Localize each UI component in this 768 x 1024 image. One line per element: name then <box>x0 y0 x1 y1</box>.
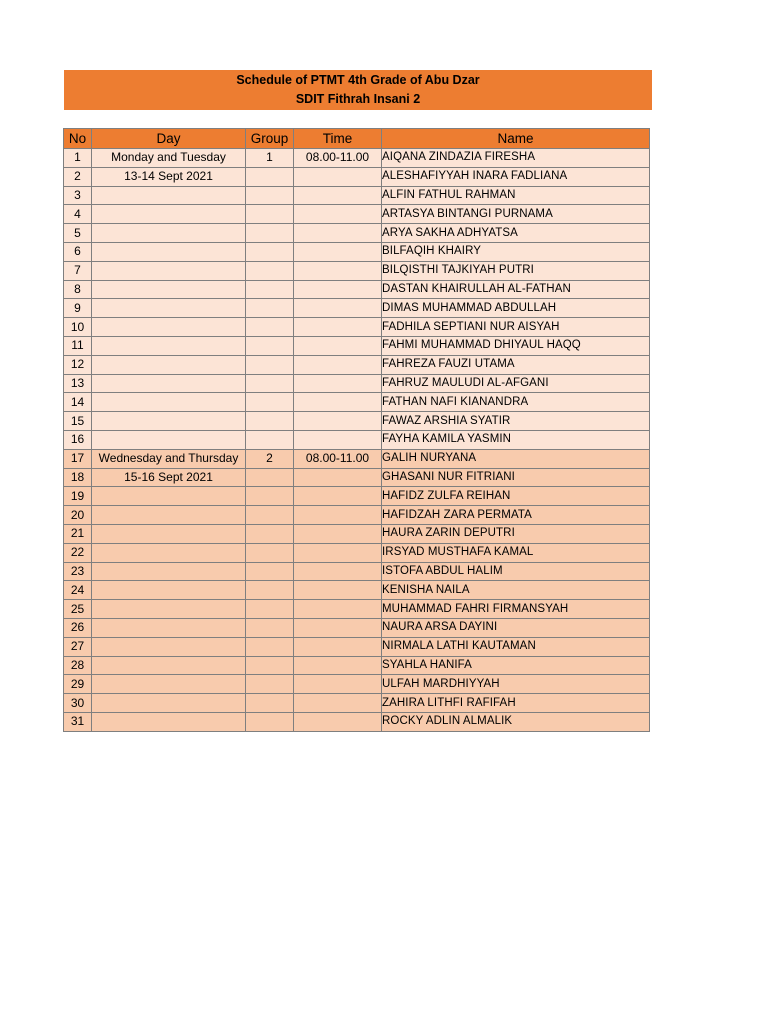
table-row <box>64 242 650 261</box>
table-row <box>64 449 650 468</box>
header-time: Time <box>294 129 382 149</box>
cell-no: 6 <box>64 242 92 261</box>
cell-group: 1 <box>246 149 294 168</box>
table-row <box>64 336 650 355</box>
cell-name: SYAHLA HANIFA <box>382 656 650 675</box>
cell-name: KENISHA NAILA <box>382 581 650 600</box>
cell-group <box>246 280 294 299</box>
cell-group <box>246 506 294 525</box>
cell-no: 15 <box>64 412 92 431</box>
cell-name: GALIH NURYANA <box>382 449 650 468</box>
table-row <box>64 412 650 431</box>
cell-time <box>294 186 382 205</box>
cell-time <box>294 675 382 694</box>
cell-no: 23 <box>64 562 92 581</box>
cell-day <box>92 430 246 449</box>
cell-time <box>294 205 382 224</box>
cell-name: ROCKY ADLIN ALMALIK <box>382 712 650 731</box>
title-line-1: Schedule of PTMT 4th Grade of Abu Dzar <box>236 73 480 87</box>
cell-day <box>92 186 246 205</box>
cell-group <box>246 412 294 431</box>
table-row <box>64 600 650 619</box>
table-row <box>64 581 650 600</box>
cell-group <box>246 675 294 694</box>
cell-name: FAHMI MUHAMMAD DHIYAUL HAQQ <box>382 336 650 355</box>
cell-day <box>92 618 246 637</box>
cell-time <box>294 524 382 543</box>
cell-no: 3 <box>64 186 92 205</box>
cell-name: NIRMALA LATHI KAUTAMAN <box>382 637 650 656</box>
cell-time <box>294 562 382 581</box>
cell-day <box>92 543 246 562</box>
document-title <box>64 70 652 110</box>
cell-day <box>92 261 246 280</box>
cell-time <box>294 280 382 299</box>
cell-no: 31 <box>64 712 92 731</box>
cell-group <box>246 355 294 374</box>
cell-day <box>92 393 246 412</box>
cell-group <box>246 562 294 581</box>
table-row <box>64 694 650 713</box>
cell-no: 12 <box>64 355 92 374</box>
cell-group <box>246 186 294 205</box>
cell-no: 25 <box>64 600 92 619</box>
cell-name: FADHILA SEPTIANI NUR AISYAH <box>382 318 650 337</box>
cell-time <box>294 468 382 487</box>
cell-name: HAFIDZ ZULFA REIHAN <box>382 487 650 506</box>
header-row <box>64 129 650 149</box>
cell-no: 27 <box>64 637 92 656</box>
table-row <box>64 205 650 224</box>
cell-group <box>246 543 294 562</box>
cell-name: FAYHA KAMILA YASMIN <box>382 430 650 449</box>
cell-time <box>294 299 382 318</box>
table-row <box>64 280 650 299</box>
table-row <box>64 618 650 637</box>
header-day: Day <box>92 129 246 149</box>
cell-no: 24 <box>64 581 92 600</box>
cell-no: 8 <box>64 280 92 299</box>
cell-day <box>92 656 246 675</box>
cell-group <box>246 318 294 337</box>
table-row <box>64 506 650 525</box>
cell-day <box>92 242 246 261</box>
cell-no: 20 <box>64 506 92 525</box>
cell-no: 19 <box>64 487 92 506</box>
cell-day <box>92 224 246 243</box>
cell-time <box>294 261 382 280</box>
cell-time <box>294 694 382 713</box>
cell-day <box>92 506 246 525</box>
table-row <box>64 149 650 168</box>
cell-group <box>246 581 294 600</box>
table-row <box>64 224 650 243</box>
cell-no: 18 <box>64 468 92 487</box>
cell-time <box>294 318 382 337</box>
header-no: No <box>64 129 92 149</box>
cell-name: DIMAS MUHAMMAD ABDULLAH <box>382 299 650 318</box>
cell-group <box>246 524 294 543</box>
cell-no: 13 <box>64 374 92 393</box>
cell-no: 16 <box>64 430 92 449</box>
cell-no: 2 <box>64 167 92 186</box>
title-line-2: SDIT Fithrah Insani 2 <box>295 92 421 106</box>
table-row <box>64 167 650 186</box>
cell-day <box>92 318 246 337</box>
cell-day <box>92 374 246 393</box>
cell-time <box>294 637 382 656</box>
cell-day <box>92 299 246 318</box>
table-row <box>64 562 650 581</box>
cell-day <box>92 637 246 656</box>
cell-day <box>92 336 246 355</box>
cell-name: ARTASYA BINTANGI PURNAMA <box>382 205 650 224</box>
cell-time <box>294 618 382 637</box>
cell-time <box>294 412 382 431</box>
cell-time <box>294 543 382 562</box>
cell-time <box>294 656 382 675</box>
cell-time <box>294 581 382 600</box>
cell-day: 15-16 Sept 2021 <box>92 468 246 487</box>
cell-name: ISTOFA ABDUL HALIM <box>382 562 650 581</box>
cell-name: ALFIN FATHUL RAHMAN <box>382 186 650 205</box>
table-row <box>64 656 650 675</box>
table-row <box>64 637 650 656</box>
cell-day <box>92 205 246 224</box>
cell-name: FATHAN NAFI KIANANDRA <box>382 393 650 412</box>
schedule-table <box>63 128 650 732</box>
cell-day <box>92 694 246 713</box>
cell-group <box>246 468 294 487</box>
cell-group <box>246 712 294 731</box>
cell-group <box>246 167 294 186</box>
cell-group <box>246 637 294 656</box>
header-name: Name <box>382 129 650 149</box>
table-row <box>64 468 650 487</box>
table-row <box>64 186 650 205</box>
cell-time <box>294 600 382 619</box>
table-body <box>64 149 650 732</box>
cell-time: 08.00-11.00 <box>294 449 382 468</box>
table-row <box>64 543 650 562</box>
cell-group <box>246 242 294 261</box>
cell-day: 13-14 Sept 2021 <box>92 167 246 186</box>
cell-time <box>294 242 382 261</box>
cell-no: 7 <box>64 261 92 280</box>
cell-time: 08.00-11.00 <box>294 149 382 168</box>
table-row <box>64 524 650 543</box>
cell-no: 5 <box>64 224 92 243</box>
cell-no: 14 <box>64 393 92 412</box>
cell-day <box>92 524 246 543</box>
cell-no: 28 <box>64 656 92 675</box>
cell-name: HAFIDZAH ZARA PERMATA <box>382 506 650 525</box>
cell-group <box>246 694 294 713</box>
cell-group <box>246 656 294 675</box>
cell-no: 10 <box>64 318 92 337</box>
cell-name: FAWAZ ARSHIA SYATIR <box>382 412 650 431</box>
cell-day: Monday and Tuesday <box>92 149 246 168</box>
cell-name: ZAHIRA LITHFI RAFIFAH <box>382 694 650 713</box>
table-row <box>64 355 650 374</box>
table-row <box>64 261 650 280</box>
cell-time <box>294 336 382 355</box>
cell-time <box>294 712 382 731</box>
cell-no: 9 <box>64 299 92 318</box>
cell-name: IRSYAD MUSTHAFA KAMAL <box>382 543 650 562</box>
cell-day <box>92 712 246 731</box>
cell-name: FAHRUZ MAULUDI AL-AFGANI <box>382 374 650 393</box>
cell-name: BILFAQIH KHAIRY <box>382 242 650 261</box>
cell-time <box>294 167 382 186</box>
cell-group <box>246 618 294 637</box>
cell-group <box>246 205 294 224</box>
header-group: Group <box>246 129 294 149</box>
cell-name: AIQANA ZINDAZIA FIRESHA <box>382 149 650 168</box>
cell-name: GHASANI NUR FITRIANI <box>382 468 650 487</box>
cell-group <box>246 224 294 243</box>
cell-group <box>246 299 294 318</box>
cell-name: ARYA SAKHA ADHYATSA <box>382 224 650 243</box>
cell-day <box>92 280 246 299</box>
cell-day <box>92 600 246 619</box>
table-row <box>64 675 650 694</box>
cell-no: 17 <box>64 449 92 468</box>
cell-group <box>246 430 294 449</box>
cell-day <box>92 412 246 431</box>
cell-day <box>92 675 246 694</box>
cell-time <box>294 374 382 393</box>
table-row <box>64 712 650 731</box>
cell-name: NAURA ARSA DAYINI <box>382 618 650 637</box>
cell-no: 29 <box>64 675 92 694</box>
cell-name: FAHREZA FAUZI UTAMA <box>382 355 650 374</box>
cell-day <box>92 581 246 600</box>
cell-no: 26 <box>64 618 92 637</box>
table-row <box>64 299 650 318</box>
cell-no: 21 <box>64 524 92 543</box>
table-row <box>64 374 650 393</box>
cell-time <box>294 506 382 525</box>
cell-group <box>246 374 294 393</box>
cell-group <box>246 487 294 506</box>
cell-day <box>92 562 246 581</box>
cell-group <box>246 393 294 412</box>
cell-name: ALESHAFIYYAH INARA FADLIANA <box>382 167 650 186</box>
cell-time <box>294 487 382 506</box>
cell-name: HAURA ZARIN DEPUTRI <box>382 524 650 543</box>
cell-time <box>294 393 382 412</box>
cell-name: DASTAN KHAIRULLAH AL-FATHAN <box>382 280 650 299</box>
table-row <box>64 430 650 449</box>
table-row <box>64 393 650 412</box>
cell-time <box>294 430 382 449</box>
cell-day <box>92 355 246 374</box>
cell-name: MUHAMMAD FAHRI FIRMANSYAH <box>382 600 650 619</box>
cell-no: 11 <box>64 336 92 355</box>
cell-day <box>92 487 246 506</box>
table-row <box>64 487 650 506</box>
cell-group: 2 <box>246 449 294 468</box>
cell-no: 4 <box>64 205 92 224</box>
cell-group <box>246 600 294 619</box>
cell-time <box>294 355 382 374</box>
cell-name: BILQISTHI TAJKIYAH PUTRI <box>382 261 650 280</box>
cell-day: Wednesday and Thursday <box>92 449 246 468</box>
cell-no: 22 <box>64 543 92 562</box>
cell-name: ULFAH MARDHIYYAH <box>382 675 650 694</box>
table-row <box>64 318 650 337</box>
cell-no: 30 <box>64 694 92 713</box>
cell-group <box>246 336 294 355</box>
cell-no: 1 <box>64 149 92 168</box>
cell-time <box>294 224 382 243</box>
cell-group <box>246 261 294 280</box>
